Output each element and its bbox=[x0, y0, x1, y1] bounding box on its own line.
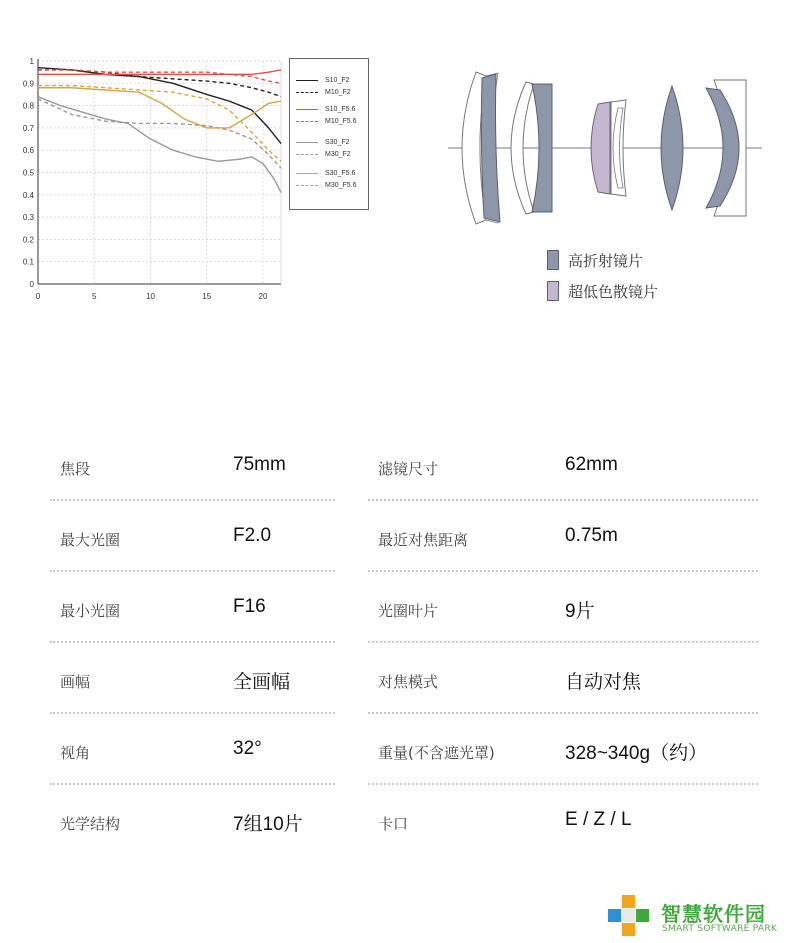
spec-row bbox=[368, 572, 758, 643]
logo-square-orange bbox=[622, 895, 635, 908]
spec-value: 75mm bbox=[233, 454, 286, 475]
spec-label: 对焦模式 bbox=[378, 673, 439, 691]
lens-diagram bbox=[440, 60, 770, 235]
y-tick-label: 0.3 bbox=[22, 213, 34, 223]
spec-label: 卡口 bbox=[378, 815, 409, 833]
low-dispersion-swatch bbox=[547, 281, 559, 301]
logo-square-center bbox=[622, 909, 635, 922]
legend-label: S30_F2 bbox=[325, 139, 350, 146]
spec-value: F16 bbox=[233, 596, 266, 617]
spec-value: 9片 bbox=[565, 601, 595, 622]
spec-row bbox=[50, 785, 335, 856]
lens-key-label: 超低色散镜片 bbox=[568, 282, 659, 301]
legend-swatch bbox=[296, 92, 318, 93]
spec-row bbox=[50, 430, 335, 501]
spec-row bbox=[368, 501, 758, 572]
y-tick-label: 0.8 bbox=[22, 101, 34, 111]
spec-value: F2.0 bbox=[233, 525, 272, 546]
spec-row bbox=[368, 643, 758, 714]
legend-swatch bbox=[296, 80, 318, 81]
spec-value: 自动对焦 bbox=[565, 672, 642, 693]
high-refraction-swatch bbox=[547, 250, 559, 270]
brand-name: 智慧软件园 bbox=[661, 902, 766, 926]
legend-swatch bbox=[296, 173, 318, 174]
x-tick-label: 10 bbox=[146, 292, 155, 301]
x-tick-label: 5 bbox=[92, 292, 97, 301]
spec-value: E / Z / L bbox=[565, 809, 632, 830]
spec-row bbox=[50, 643, 335, 714]
spec-row bbox=[50, 501, 335, 572]
spec-row bbox=[368, 430, 758, 501]
y-tick-label: 0.1 bbox=[22, 257, 34, 267]
lens-key-high-refraction bbox=[547, 249, 643, 271]
spec-value: 32° bbox=[233, 738, 262, 759]
spec-label: 重量(不含遮光罩) bbox=[378, 744, 495, 762]
brand-subtitle: SMART SOFTWARE PARK bbox=[662, 924, 778, 934]
spec-row bbox=[50, 714, 335, 785]
legend-swatch bbox=[296, 142, 318, 143]
x-tick-label: 0 bbox=[35, 292, 41, 301]
logo-square-orange-2 bbox=[622, 923, 635, 936]
spec-label: 最小光圈 bbox=[60, 602, 121, 620]
spec-label: 最近对焦距离 bbox=[378, 531, 469, 549]
legend-label: M10_F2 bbox=[325, 89, 351, 96]
spec-label: 光学结构 bbox=[60, 815, 121, 833]
x-tick-label: 20 bbox=[258, 292, 268, 301]
y-tick-label: 0.6 bbox=[22, 146, 34, 156]
legend-swatch bbox=[296, 121, 318, 122]
spec-label: 画幅 bbox=[60, 673, 91, 691]
spec-label: 光圈叶片 bbox=[378, 602, 439, 620]
spec-value: 62mm bbox=[565, 454, 618, 475]
legend-label: M10_F5.6 bbox=[325, 118, 357, 125]
spec-label: 滤镜尺寸 bbox=[378, 460, 439, 478]
legend-swatch bbox=[296, 109, 318, 110]
logo-square-blue bbox=[608, 909, 621, 922]
spec-row bbox=[50, 572, 335, 643]
spec-label: 焦段 bbox=[60, 460, 91, 478]
legend-swatch bbox=[296, 185, 318, 186]
y-tick-label: 0.2 bbox=[22, 235, 34, 245]
legend-label: M30_F5.6 bbox=[325, 182, 357, 189]
spec-row bbox=[368, 785, 758, 856]
spec-label: 最大光圈 bbox=[60, 531, 121, 549]
spec-value: 7组10片 bbox=[233, 814, 303, 835]
y-tick-label: 0 bbox=[29, 280, 34, 289]
y-tick-label: 0.7 bbox=[22, 123, 34, 133]
x-tick-label: 15 bbox=[202, 292, 212, 301]
y-tick-label: 0.5 bbox=[22, 168, 34, 178]
y-tick-label: 0.9 bbox=[22, 79, 34, 89]
y-tick-label: 1 bbox=[29, 57, 34, 66]
spec-label: 视角 bbox=[60, 744, 91, 762]
legend-swatch bbox=[296, 154, 318, 155]
series-line-s30-f2 bbox=[38, 97, 281, 193]
spec-value: 328~340g（约） bbox=[565, 743, 708, 764]
legend-label: S10_F2 bbox=[325, 77, 350, 84]
chart-legend bbox=[289, 58, 369, 210]
legend-label: S30_F5.6 bbox=[325, 170, 356, 177]
lens-key-low-dispersion bbox=[547, 280, 658, 302]
legend-label: S10_F5.6 bbox=[325, 106, 356, 113]
logo-square-green bbox=[636, 909, 649, 922]
spec-row bbox=[368, 714, 758, 785]
spec-value: 0.75m bbox=[565, 525, 618, 546]
lens-key-label: 高折射镜片 bbox=[568, 251, 644, 270]
brand-watermark bbox=[606, 893, 796, 939]
spec-value: 全画幅 bbox=[233, 672, 291, 693]
y-tick-label: 0.4 bbox=[22, 190, 34, 200]
legend-label: M30_F2 bbox=[325, 151, 351, 158]
